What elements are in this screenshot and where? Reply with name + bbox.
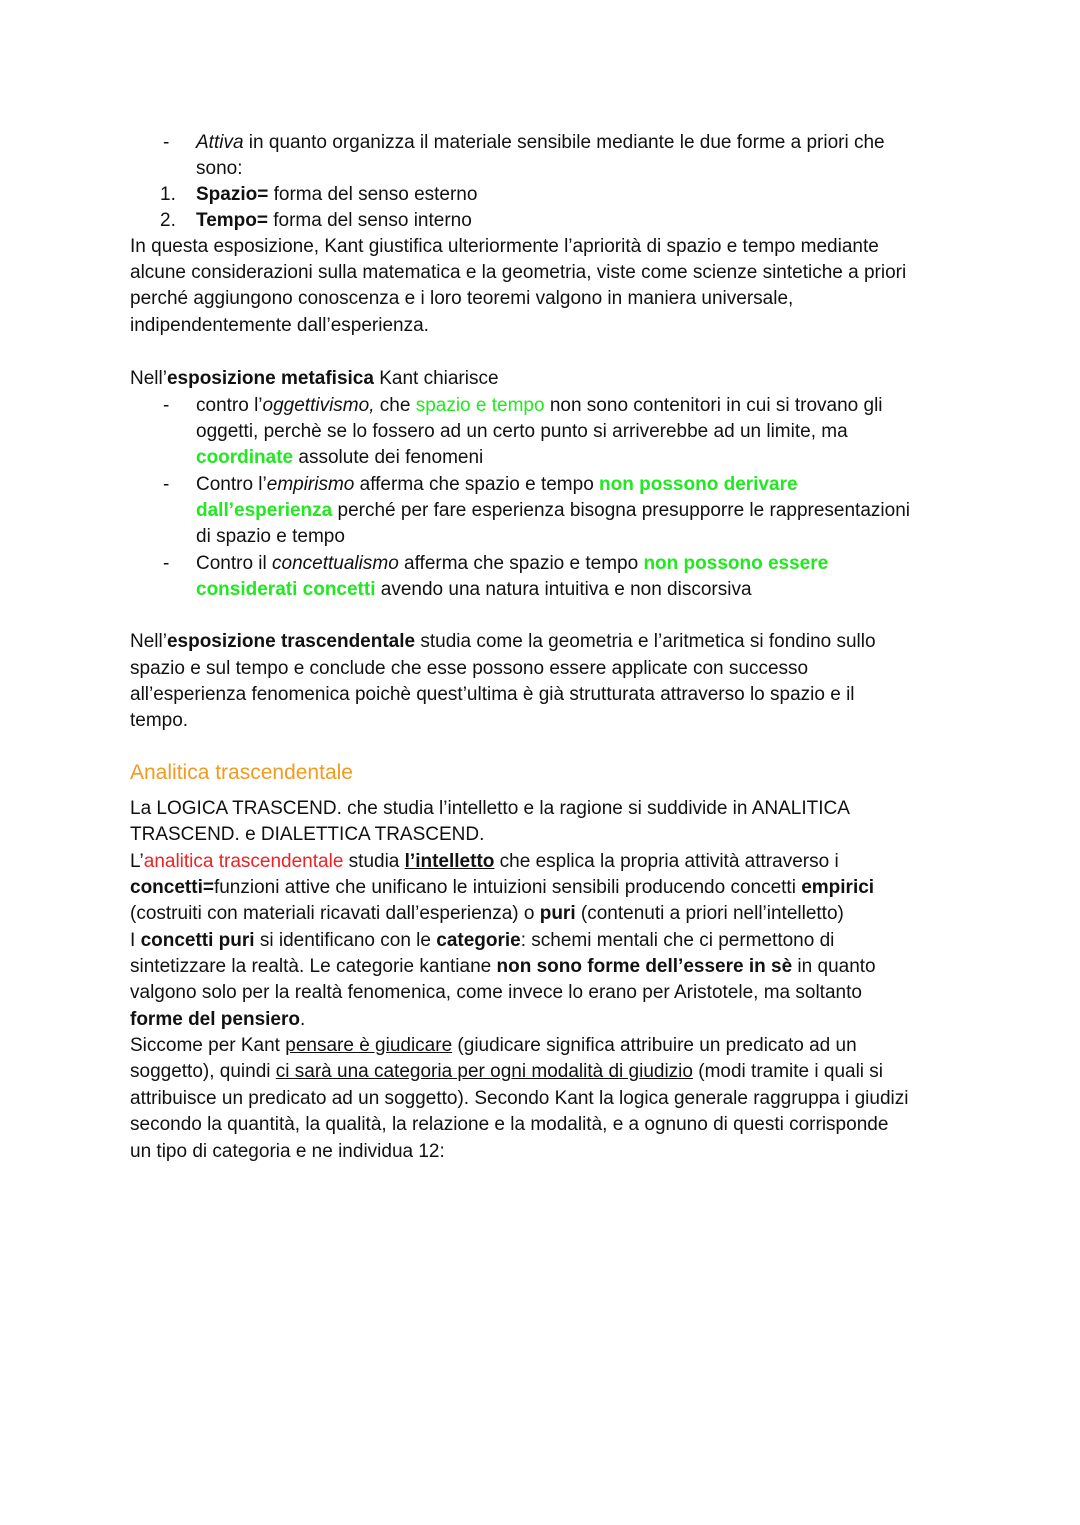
text-segment: funzioni attive che unificano le intuizioni sensibili producendo concetti [213,877,802,898]
text-line [130,1033,857,1059]
text-segment: perché per fare esperienza bisogna presupporre le rappresentazioni [332,500,910,521]
text-line [196,577,752,603]
text-segment: avendo una natura intuitiva e non discorsiva [375,579,752,600]
styled-text: spazio e tempo [415,395,545,416]
text-segment: in quanto [792,956,876,977]
text-line [196,156,242,182]
text-line [196,419,848,445]
text-segment: sintetizzare la realtà. Le categorie kantiane [130,956,497,977]
text-segment: all’esperienza fenomenica poichè quest’ultima è già strutturata attraverso lo spazio e il [130,684,855,705]
text-segment: secondo la quantità, la qualità, la relazione e la modalità, e a ognuno di questi corrisponde [130,1114,889,1135]
text-segment: forma del senso interno [267,210,472,231]
text-segment: sono: [196,158,243,179]
styled-text: Spazio= [196,184,269,205]
styled-text: concettualismo [272,553,399,574]
text-segment: spazio e sul tempo e conclude che esse possono essere applicate con successo [130,658,809,679]
text-line [130,1059,883,1085]
text-line [196,130,885,156]
styled-text: coordinate [196,447,294,468]
text-segment: afferma che spazio e tempo [354,474,600,495]
text-line [130,928,834,954]
text-segment: Analitica trascendentale [130,761,353,784]
text-segment: contro l’ [196,395,263,416]
styled-text: esposizione trascendentale [166,631,416,652]
text-line [130,822,484,848]
text-segment: L’ [130,851,144,872]
text-segment: un tipo di categoria e ne individua 12: [130,1141,445,1162]
bullet-marker: - [163,553,170,574]
styled-text: considerati concetti [196,579,376,600]
text-segment: : schemi mentali che ci permettono di [520,930,835,951]
styled-text: dall’esperienza [196,500,333,521]
text-segment: studia come la geometria e l’aritmetica si fondino sullo [415,631,876,652]
text-line [130,849,839,875]
text-segment: valgono solo per la realtà fenomenica, come invece lo erano per Aristotele, ma soltanto [130,982,862,1003]
text-segment: (modi tramite i quali si [692,1061,884,1082]
text-segment: Siccome per Kant [130,1035,286,1056]
styled-text: non sono forme dell’essere in sè [496,956,793,977]
text-segment: afferma che spazio e tempo [398,553,644,574]
text-segment: Kant chiarisce [373,368,499,389]
text-segment: (giudicare significa attribuire un predicato ad un [452,1035,857,1056]
text-segment: di spazio e tempo [196,526,345,547]
styled-text: pensare è giudicare [285,1035,453,1056]
styled-text: concetti= [130,877,214,898]
text-segment: tempo. [130,710,189,731]
text-segment: I [130,930,141,951]
styled-text: esposizione metafisica [166,368,374,389]
text-line [196,445,483,471]
styled-text: analitica trascendentale [143,851,344,872]
styled-text: empirici [801,877,875,898]
text-segment: si identificano con le [254,930,437,951]
text-line [196,551,828,577]
text-line [130,954,876,980]
bullet-marker: - [163,474,170,495]
text-line [130,682,855,708]
text-segment: La LOGICA TRASCEND. che studia l’intelletto e la ragione si suddivide in ANALITICA [130,798,850,819]
styled-text: l’intelletto [404,851,495,872]
text-line [130,1007,305,1033]
bullet-marker: - [163,395,170,416]
text-segment: non sono contenitori in cui si trovano gli [544,395,883,416]
styled-text: ci sarà una categoria per ogni modalità di giudizio [275,1061,693,1082]
text-line [130,366,499,392]
styled-text: Attiva [196,132,244,153]
text-segment: Nell’ [130,631,167,652]
text-line [130,708,188,734]
text-line [130,260,906,286]
styled-text: forme del pensiero [130,1009,300,1030]
text-segment: Contro il [196,553,273,574]
text-line [130,901,844,927]
text-segment: assolute dei fenomeni [293,447,484,468]
section-heading [130,760,353,786]
text-line [130,286,793,312]
text-segment: forma del senso esterno [268,184,478,205]
text-line [130,629,876,655]
text-segment: in quanto organizza il materiale sensibile mediante le due forme a priori che [243,132,885,153]
text-line [196,472,798,498]
styled-text: oggettivismo, [262,395,375,416]
text-segment: (contenuti a priori nell’intelletto) [575,903,844,924]
styled-text: puri [539,903,576,924]
text-line [196,182,477,208]
text-line [130,313,429,339]
text-line [196,393,883,419]
styled-text: Tempo= [196,210,268,231]
text-segment: Contro l’ [196,474,267,495]
text-segment: In questa esposizione, Kant giustifica ulteriormente l’apriorità di spazio e tempo mediante [130,236,879,257]
text-line [196,524,345,550]
text-segment: Nell’ [130,368,167,389]
text-line [130,875,874,901]
styled-text: non possono essere [643,553,829,574]
text-line [130,656,808,682]
styled-text: non possono derivare [599,474,798,495]
text-segment: soggetto), quindi [130,1061,276,1082]
text-segment: che [374,395,416,416]
text-line [130,796,850,822]
text-segment: perché aggiungono conoscenza e i loro teoremi valgono in maniera universale, [130,288,794,309]
text-line [130,234,879,260]
text-line [196,208,472,234]
styled-text: concetti puri [140,930,255,951]
text-segment: (costruiti con materiali ricavati dall’esperienza) o [130,903,540,924]
text-segment: indipendentemente dall’esperienza. [130,315,429,336]
text-line [130,980,862,1006]
list-number: 2. [160,210,176,231]
text-segment: alcune considerazioni sulla matematica e la geometria, viste come scienze sintetiche a priori [130,262,907,283]
text-segment: TRASCEND. e DIALETTICA TRASCEND. [130,824,485,845]
styled-text: empirismo [266,474,355,495]
text-segment: oggetti, perchè se lo fossero ad un certo punto si arriverebbe ad un limite, ma [196,421,848,442]
text-line [130,1112,888,1138]
text-line [130,1139,445,1165]
text-line [130,1086,908,1112]
text-segment: . [300,1009,306,1030]
list-number: 1. [160,184,176,205]
text-segment: attribuisce un predicato ad un soggetto). Secondo Kant la logica generale raggruppa i giudizi [130,1088,909,1109]
bullet-marker: - [163,132,170,153]
text-segment: che esplica la propria attività attraverso i [494,851,839,872]
text-segment: studia [343,851,405,872]
text-line [196,498,910,524]
styled-text: categorie [436,930,521,951]
